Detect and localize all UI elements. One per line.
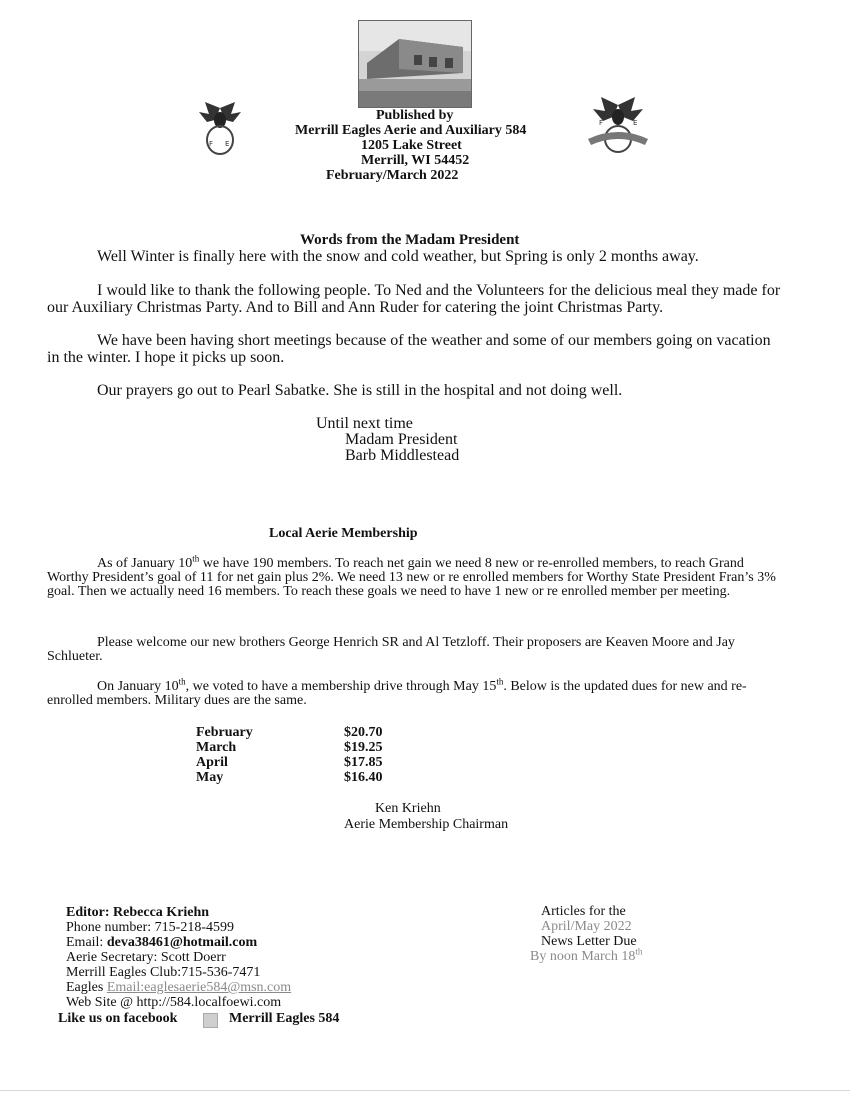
dues-row: March $19.25 <box>196 740 383 755</box>
editor-name: Editor: Rebecca Kriehn <box>66 905 210 920</box>
facebook-page-name[interactable]: Merrill Eagles 584 <box>229 1011 340 1026</box>
editor-phone: Phone number: 715-218-4599 <box>66 920 234 935</box>
membership-signer-role: Aerie Membership Chairman <box>344 817 509 832</box>
page-bottom-edge <box>0 1090 850 1091</box>
building-photo <box>358 20 472 108</box>
svg-text:F: F <box>599 119 604 127</box>
articles-line-4: By noon March 18th <box>530 946 643 964</box>
svg-text:F: F <box>209 140 214 148</box>
president-name: Barb Middlestead <box>345 447 460 464</box>
dues-row: April $17.85 <box>196 755 383 770</box>
president-closing: Until next time <box>316 415 413 432</box>
membership-section-title: Local Aerie Membership <box>269 526 418 541</box>
articles-line-1: Articles for the <box>541 904 626 919</box>
membership-paragraph-2: Please welcome our new brothers George Henrich SR and Al Tetzloff. Their proposers are Keaven Moore and Jay Schlueter. <box>47 635 735 664</box>
eagles-email: Eagles Email:eaglesaerie584@msn.com <box>66 980 292 995</box>
dues-row: February $20.70 <box>196 725 383 740</box>
facebook-icon[interactable] <box>203 1013 218 1028</box>
president-paragraph-1: Well Winter is finally here with the snow and cold weather, but Spring is only 2 months away. <box>97 248 699 265</box>
editor-email: Email: deva38461@hotmail.com <box>66 935 258 950</box>
membership-paragraph-1: As of January 10th we have 190 members. To reach net gain we need 8 new or re-enrolled members, to reach Grand Worthy President’s goal of 11 for net gain plus 2%. We need 13 new or re enrolled members for Worthy State President Fran’s 3% goal. Then we actually need 16 members. To reach these goals we need to have 1 new or re enrolled member per meeting. <box>47 553 776 599</box>
issue-date: February/March 2022 <box>326 168 459 183</box>
president-paragraph-2: I would like to thank the following people. To Ned and the Volunteers for the delicious meal they made for our Auxiliary Christmas Party. And to Bill and Ann Ruder for catering the joint Christmas Party. <box>47 282 781 316</box>
svg-text:E: E <box>633 119 638 127</box>
membership-signer: Ken Kriehn <box>375 801 441 816</box>
club-phone: Merrill Eagles Club:715-536-7471 <box>66 965 261 980</box>
facebook-label: Like us on facebook <box>58 1011 178 1026</box>
aerie-secretary: Aerie Secretary: Scott Doerr <box>66 950 226 965</box>
president-paragraph-3: We have been having short meetings because of the weather and some of our members going on vacation in the winter. I hope it picks up soon. <box>47 332 771 366</box>
president-paragraph-4: Our prayers go out to Pearl Sabatke. She is still in the hospital and not doing well. <box>97 382 623 399</box>
org-name: Merrill Eagles Aerie and Auxiliary 584 <box>295 123 527 138</box>
website[interactable]: Web Site @ http://584.localfoewi.com <box>66 995 282 1010</box>
editor-email-link[interactable]: deva38461@hotmail.com <box>106 935 258 950</box>
membership-paragraph-3: On January 10th, we voted to have a membership drive through May 15th. Below is the updated dues for new and re-enrolled members. Military dues are the same. <box>47 676 747 708</box>
street-address: 1205 Lake Street <box>361 138 462 153</box>
dues-table <box>196 725 383 785</box>
president-role: Madam President <box>345 431 458 448</box>
articles-line-2: April/May 2022 <box>541 919 632 934</box>
eagle-emblem-right-icon <box>583 95 653 160</box>
dues-row: May $16.40 <box>196 770 383 785</box>
published-by: Published by <box>376 108 454 123</box>
eagles-email-link[interactable]: Email:eaglesaerie584@msn.com <box>106 980 292 995</box>
articles-line-3: News Letter Due <box>541 934 637 949</box>
svg-text:E: E <box>225 140 230 148</box>
city-address: Merrill, WI 54452 <box>361 153 470 168</box>
eagle-emblem-left-icon <box>195 100 245 160</box>
president-section-title: Words from the Madam President <box>300 232 520 248</box>
